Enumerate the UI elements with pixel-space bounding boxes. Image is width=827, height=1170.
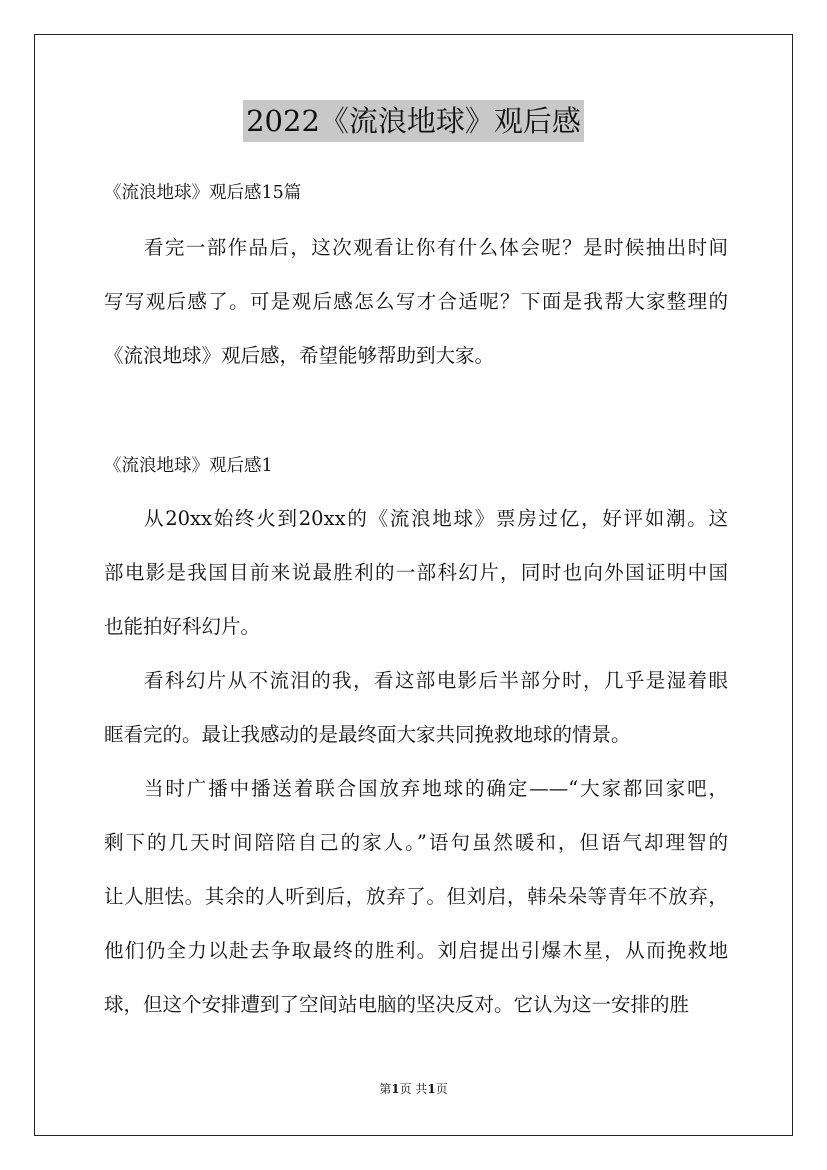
- page-footer: [0, 1081, 827, 1097]
- section-heading: 《流浪地球》观后感1: [104, 456, 273, 476]
- paragraph-line: 看科幻片从不流泪的我，看这部电影后半部分时，几乎是湿着眼: [144, 669, 728, 692]
- footer-page-total: 1: [427, 1082, 436, 1096]
- body-paragraph: [104, 762, 728, 1032]
- body-paragraph: [104, 492, 728, 654]
- paragraph-line: 看完一部作品后，这次观看让你有什么体会呢？是时候抽出时间: [144, 236, 728, 259]
- intro-paragraph: [104, 221, 728, 383]
- paragraph-line: 眶看完的。最让我感动的是最终面大家共同挽救地球的情景。: [104, 723, 631, 746]
- paragraph-line: 让人胆怯。其余的人听到后，放弃了。但刘启，韩朵朵等青年不放弃，: [104, 885, 728, 908]
- paragraph-line: 《流浪地球》观后感，希望能够帮助到大家。: [104, 344, 495, 367]
- paragraph-line: 部电影是我国目前来说最胜利的一部科幻片，同时也向外国证明中国: [104, 561, 728, 584]
- paragraph-line: 从20xx始终火到20xx的《流浪地球》票房过亿，好评如潮。这: [144, 507, 728, 530]
- paragraph-line: 球，但这个安排遭到了空间站电脑的坚决反对。它认为这一安排的胜: [104, 993, 690, 1016]
- footer-page-prefix: 第: [379, 1082, 392, 1096]
- body-paragraph: [104, 654, 728, 762]
- footer-page-suffix: 页: [435, 1082, 448, 1096]
- footer-page-mid: 页 共: [399, 1082, 428, 1096]
- paragraph-line: 写写观后感了。可是观后感怎么写才合适呢？下面是我帮大家整理的: [104, 290, 728, 313]
- paragraph-line: 也能拍好科幻片。: [104, 615, 261, 638]
- document-title: 2022《流浪地球》观后感: [243, 100, 584, 142]
- paragraph-line: 当时广播中播送着联合国放弃地球的确定——“大家都回家吧，: [144, 777, 728, 800]
- paragraph-line: 剩下的几天时间陪陪自己的家人。”语句虽然暖和，但语气却理智的: [104, 831, 728, 854]
- paragraph-line: 他们仍全力以赴去争取最终的胜利。刘启提出引爆木星，从而挽救地: [104, 939, 728, 962]
- footer-page-current: 1: [391, 1082, 400, 1096]
- document-subtitle: 《流浪地球》观后感15篇: [104, 183, 302, 203]
- title-container: [0, 100, 827, 142]
